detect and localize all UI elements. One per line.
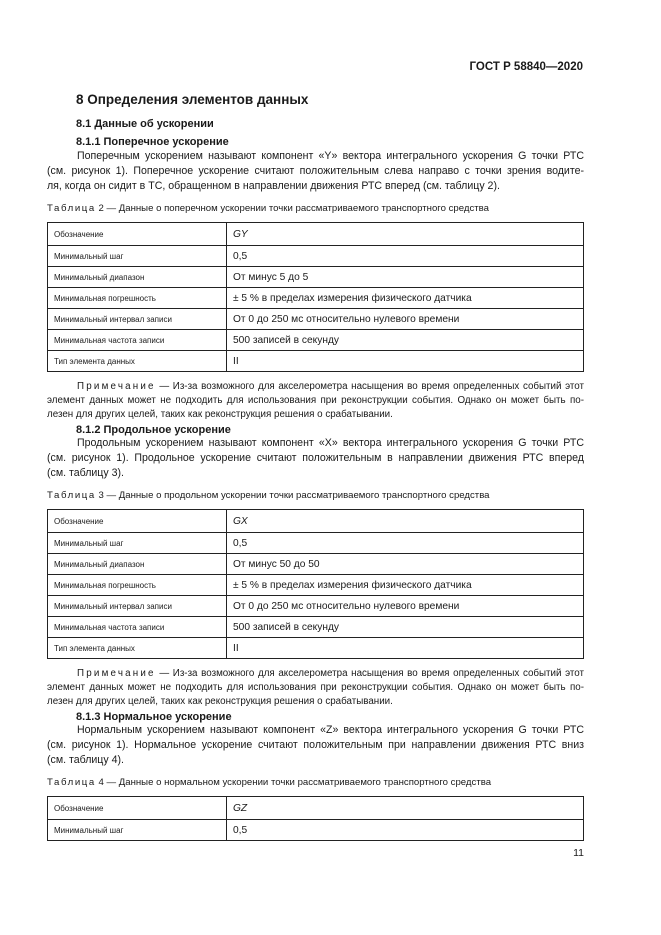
subsection-title: 8.1 Данные об ускорении bbox=[76, 118, 214, 130]
table-row bbox=[48, 533, 584, 554]
row-key: Обозначение bbox=[48, 797, 227, 820]
row-value: ± 5 % в пределах измерения физического датчика bbox=[227, 575, 584, 596]
caption-word: Таблица bbox=[47, 490, 96, 501]
paragraph-line: (см. рисунок 1). Нормальное ускорение считают положительным при направлении движения РТС вниз bbox=[47, 739, 584, 752]
table-row bbox=[48, 246, 584, 267]
paragraph-line: (см. рисунок 1). Продольное ускорение считают положительным в направлении движения РТС вперед bbox=[47, 452, 584, 465]
table-row bbox=[48, 288, 584, 309]
longitudinal-heading: 8.1.2 Продольное ускорение bbox=[76, 424, 231, 436]
paragraph-line: Поперечным ускорением называют компонент «Y» вектора интегрального ускорения G точки РТС bbox=[77, 150, 584, 162]
section-title: 8 Определения элементов данных bbox=[76, 92, 309, 107]
note-text: — Из-за возможного для акселерометра насыщения во время определенных событий этот bbox=[155, 381, 584, 392]
note-text: — Из-за возможного для акселерометра насыщения во время определенных событий этот bbox=[155, 668, 584, 679]
table-row bbox=[48, 820, 584, 841]
note-line: лезен для других целей, таких как реконструкция решения о срабатывании. bbox=[47, 409, 393, 420]
page-number: 11 bbox=[573, 847, 584, 859]
row-value: 0,5 bbox=[227, 820, 584, 841]
row-key: Обозначение bbox=[48, 510, 227, 533]
paragraph-line: (см. таблицу 3). bbox=[47, 467, 124, 480]
paragraph-line: Продольным ускорением называют компонент «X» вектора интегрального ускорения G точки РТС bbox=[77, 437, 584, 449]
note-line bbox=[47, 667, 584, 681]
note-line: лезен для других целей, таких как реконструкция решения о срабатывании. bbox=[47, 696, 393, 707]
row-key: Минимальный интервал записи bbox=[48, 596, 227, 617]
row-value: 500 записей в секунду bbox=[227, 330, 584, 351]
document-header-standard: ГОСТ Р 58840—2020 bbox=[469, 61, 583, 73]
table-row bbox=[48, 267, 584, 288]
table-row bbox=[48, 797, 584, 820]
note-line: элемент данных может не подходить для использования при реконструкции события. Однако он может быть по- bbox=[47, 395, 584, 406]
table-row bbox=[48, 351, 584, 372]
normal-heading: 8.1.3 Нормальное ускорение bbox=[76, 711, 232, 723]
row-value: GZ bbox=[227, 797, 584, 820]
row-key: Минимальный шаг bbox=[48, 533, 227, 554]
row-value: 0,5 bbox=[227, 246, 584, 267]
row-value: 500 записей в секунду bbox=[227, 617, 584, 638]
table-row bbox=[48, 510, 584, 533]
row-value: От минус 50 до 50 bbox=[227, 554, 584, 575]
row-key: Тип элемента данных bbox=[48, 351, 227, 372]
row-value: II bbox=[227, 351, 584, 372]
caption-text: 4 — Данные о нормальном ускорении точки рассматриваемого транспортного средства bbox=[95, 777, 492, 788]
paragraph-line: Нормальным ускорением называют компонент «Z» вектора интегрального ускорения G точки РТС bbox=[77, 724, 584, 736]
table-row bbox=[48, 309, 584, 330]
longitudinal-note bbox=[47, 667, 584, 709]
caption-word: Таблица bbox=[47, 777, 96, 788]
paragraph-line: (см. рисунок 1). Поперечное ускорение считают положительным слева направо с точки зрения водите- bbox=[47, 165, 584, 178]
row-key: Минимальный диапазон bbox=[48, 267, 227, 288]
table-4-caption bbox=[47, 777, 491, 788]
row-value: GX bbox=[227, 510, 584, 533]
lateral-heading: 8.1.1 Поперечное ускорение bbox=[76, 136, 229, 148]
lateral-note bbox=[47, 380, 584, 422]
table-row bbox=[48, 554, 584, 575]
row-value: II bbox=[227, 638, 584, 659]
row-value: От минус 5 до 5 bbox=[227, 267, 584, 288]
table-2-caption bbox=[47, 203, 489, 214]
row-value: GY bbox=[227, 223, 584, 246]
table-row bbox=[48, 596, 584, 617]
paragraph-line: (см. таблицу 4). bbox=[47, 754, 124, 767]
table-row bbox=[48, 617, 584, 638]
normal-paragraph bbox=[47, 723, 584, 769]
row-key: Минимальный шаг bbox=[48, 820, 227, 841]
row-key: Минимальная погрешность bbox=[48, 288, 227, 309]
row-value: От 0 до 250 мс относительно нулевого времени bbox=[227, 596, 584, 617]
table-row bbox=[48, 223, 584, 246]
row-key: Минимальный шаг bbox=[48, 246, 227, 267]
caption-text: 2 — Данные о поперечном ускорении точки рассматриваемого транспортного средства bbox=[95, 203, 489, 214]
row-key: Минимальный интервал записи bbox=[48, 309, 227, 330]
note-word: Примечание bbox=[77, 668, 156, 679]
longitudinal-acceleration-table bbox=[47, 509, 584, 659]
row-key: Обозначение bbox=[48, 223, 227, 246]
table-row bbox=[48, 330, 584, 351]
lateral-paragraph bbox=[47, 149, 584, 195]
note-line bbox=[47, 380, 584, 394]
row-value: 0,5 bbox=[227, 533, 584, 554]
row-value: От 0 до 250 мс относительно нулевого времени bbox=[227, 309, 584, 330]
longitudinal-paragraph bbox=[47, 436, 584, 482]
note-word: Примечание bbox=[77, 381, 156, 392]
paragraph-line: ля, когда он сидит в ТС, обращенном в направлении движения РТС вперед (см. таблицу 2). bbox=[47, 180, 500, 193]
caption-word: Таблица bbox=[47, 203, 96, 214]
row-value: ± 5 % в пределах измерения физического датчика bbox=[227, 288, 584, 309]
row-key: Минимальная частота записи bbox=[48, 617, 227, 638]
row-key: Минимальный диапазон bbox=[48, 554, 227, 575]
caption-text: 3 — Данные о продольном ускорении точки рассматриваемого транспортного средства bbox=[95, 490, 490, 501]
row-key: Тип элемента данных bbox=[48, 638, 227, 659]
row-key: Минимальная частота записи bbox=[48, 330, 227, 351]
table-row bbox=[48, 575, 584, 596]
table-3-caption bbox=[47, 490, 490, 501]
row-key: Минимальная погрешность bbox=[48, 575, 227, 596]
note-line: элемент данных может не подходить для использования при реконструкции события. Однако он может быть по- bbox=[47, 682, 584, 693]
normal-acceleration-table bbox=[47, 796, 584, 841]
table-row bbox=[48, 638, 584, 659]
lateral-acceleration-table bbox=[47, 222, 584, 372]
